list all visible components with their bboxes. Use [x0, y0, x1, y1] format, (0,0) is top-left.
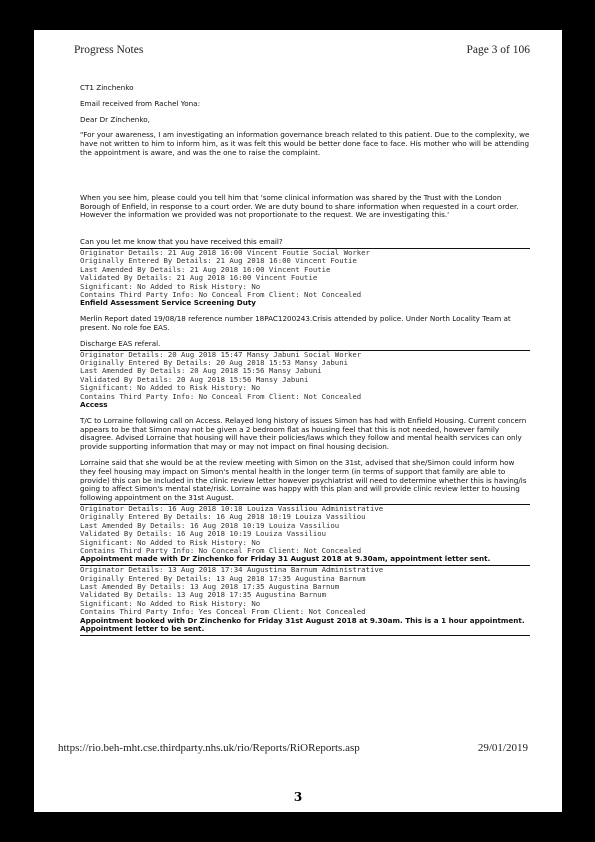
note-entry [80, 249, 530, 351]
amended-by-details: Last Amended By Details: 20 Aug 2018 15:56 Mansy Jabuni [80, 366, 322, 376]
note-body: Lorraine said that she would be at the review meeting with Simon on the 31st, advised that she/Simon could inform how they feel housing may impact on Simon's mental health in the longer term (in terms of support that family are able to provide) this can be included in the clinic review letter however psychiatrist will need to determine whether this is having/is going to affect Simon's mental state/risk. Lorraine was happy with this plan and will provide clinic review letter to housing following appointment on the 31st August. [80, 459, 530, 505]
document-page [34, 30, 562, 812]
note-closing: Discharge EAS referal. [80, 340, 530, 351]
entered-by-details: Originally Entered By Details: 13 Aug 2018 17:35 Augustina Barnum [80, 573, 366, 583]
third-party-info: Contains Third Party Info: Yes Conceal From Client: Not Concealed [80, 607, 366, 617]
print-date: 29/01/2019 [477, 742, 528, 754]
note-heading: Access [80, 400, 108, 410]
note-body: T/C to Lorraine following call on Access. Relayed long history of issues Simon has had with Enfield Housing. Current concern appears to be that Simon may not be given a 2 bedroom flat as housing feel that this is not needed, however family disagree. Advised Lorraine that housing will have their policies/laws which they follow and mental health services can only provide supporting information that may or may not impact on final housing decision. [80, 415, 527, 452]
amended-by-details: Last Amended By Details: 13 Aug 2018 17:35 Augustina Barnum [80, 582, 340, 592]
note-heading: Appointment booked with Dr Zinchenko for Friday 31st August 2018 at 9.30am. This is a 1 hour appointment. Appointment letter to be sent. [80, 617, 530, 637]
email-question: Can you let me know that you have received this email? [80, 238, 530, 249]
entered-by-details: Originally Entered By Details: 21 Aug 2018 16:00 Vincent Foutie [80, 256, 357, 266]
salutation: Dear Dr Zinchenko, [80, 114, 150, 124]
third-party-info: Contains Third Party Info: No Conceal From Client: Not Concealed [80, 546, 362, 556]
note-heading: Enfield Assessment Service Screening Duty [80, 298, 256, 308]
note-entry [80, 566, 530, 636]
note-body: Merlin Report dated 19/08/18 reference number 18PAC1200243.Crisis attended by police. Under North Locality Team at present. No role foe EAS. [80, 314, 511, 332]
report-url: https://rio.beh-mht.cse.thirdparty.nhs.uk/rio/Reports/RiOReports.asp [58, 742, 360, 754]
originator-details: Originator Details: 16 Aug 2018 10:18 Louiza Vassiliou Administrative [80, 504, 384, 513]
validated-by-details: Validated By Details: 20 Aug 2018 15:56 Mansy Jabuni [80, 374, 309, 384]
amended-by-details: Last Amended By Details: 16 Aug 2018 10:19 Louiza Vassiliou [80, 520, 340, 530]
entered-by-details: Originally Entered By Details: 20 Aug 2018 15:53 Mansy Jabuni [80, 358, 348, 367]
significant-flag: Significant: No Added to Risk History: No [80, 281, 261, 291]
validated-by-details: Validated By Details: 16 Aug 2018 10:19 Louiza Vassiliou [80, 529, 327, 539]
originator-details: Originator Details: 13 Aug 2018 17:34 Augustina Barnum Administrative [80, 565, 384, 575]
amended-by-details: Last Amended By Details: 21 Aug 2018 16:00 Vincent Foutie [80, 264, 331, 274]
document-title: Progress Notes [74, 44, 144, 56]
note-heading: Appointment made with Dr Zinchenko for Friday 31 August 2018 at 9.30am, appointment letter sent. [80, 555, 530, 566]
validated-by-details: Validated By Details: 21 Aug 2018 16:00 Vincent Foutie [80, 273, 318, 283]
originator-details: Originator Details: 21 Aug 2018 16:00 Vincent Foutie Social Worker [80, 247, 370, 257]
page-indicator: Page 3 of 106 [466, 44, 530, 56]
significant-flag: Significant: No Added to Risk History: No [80, 598, 261, 608]
significant-flag: Significant: No Added to Risk History: No [80, 383, 261, 393]
third-party-info: Contains Third Party Info: No Conceal From Client: Not Concealed [80, 391, 362, 401]
note-entry [80, 505, 530, 566]
addressee: CT1 Zinchenko [80, 83, 134, 92]
progress-notes-content [80, 84, 530, 636]
originator-details: Originator Details: 20 Aug 2018 15:47 Mansy Jabuni Social Worker [80, 349, 362, 359]
email-paragraph-2: When you see him, please could you tell him that 'some clinical information was shared by the Trust with the London Borough of Enfield, in response to a court order. We are duty bound to share information when requested in a court order. However the information we provided was not proportionate to the request. We are investigating this.' [80, 192, 519, 220]
significant-flag: Significant: No Added to Risk History: No [80, 537, 261, 547]
page-number: 3 [293, 790, 303, 804]
email-paragraph-1: "For your awareness, I am investigating an information governance breach related to this patient. Due to the complexity, we have not written to him to inform him, as it was felt this would be better done face to face. His mother who will be attending the appointment is aware, and was the one to raise the complaint. [80, 130, 530, 157]
email-source: Email received from Rachel Yona: [80, 98, 201, 108]
note-entry [80, 351, 530, 505]
validated-by-details: Validated By Details: 13 Aug 2018 17:35 Augustina Barnum [80, 590, 327, 600]
third-party-info: Contains Third Party Info: No Conceal From Client: Not Concealed [80, 290, 362, 299]
entered-by-details: Originally Entered By Details: 16 Aug 2018 10:19 Louiza Vassiliou [80, 512, 366, 522]
